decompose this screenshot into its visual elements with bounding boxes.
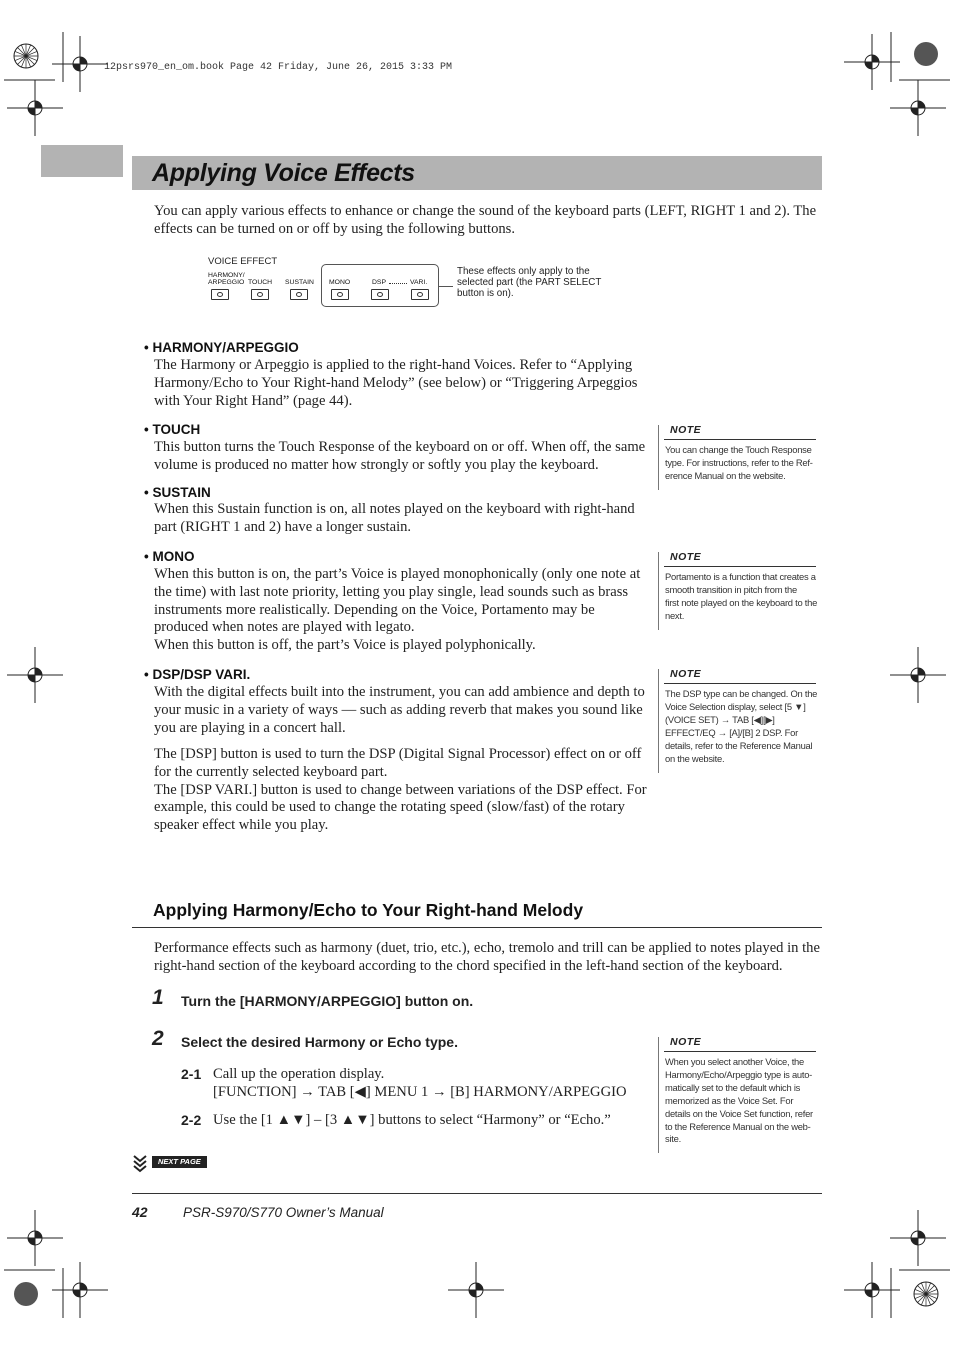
- note-line: smooth transition in pitch from the: [665, 583, 797, 595]
- body-line: The [DSP VARI.] button is used to change between variations of the DSP effect. For: [154, 781, 647, 798]
- harmony-arpeggio-button: [211, 289, 229, 300]
- note-line: on the website.: [665, 752, 725, 764]
- note-2-text: [665, 571, 817, 623]
- body-line: The Harmony or Arpeggio is applied to the right-hand Voices. Refer to “Applying: [154, 357, 633, 373]
- mono-body: [154, 566, 640, 655]
- mono-heading: • MONO: [144, 549, 195, 564]
- body-line: part (RIGHT 1 and 2) have a longer sustain.: [154, 518, 412, 535]
- note-1-rule: [658, 425, 659, 490]
- note-4-head: NOTE: [670, 1036, 702, 1048]
- note-line: next.: [665, 609, 685, 621]
- note-line: Harmony/Echo/Arpeggio type is auto-: [665, 1068, 813, 1080]
- note-line: type. For instructions, refer to the Ref-: [665, 456, 813, 468]
- step-2-number: 2: [152, 1027, 164, 1050]
- page-title: Applying Voice Effects: [152, 159, 415, 187]
- substep-2-1-text: [213, 1066, 627, 1102]
- intro-line: effects can be turned on or off by using the following buttons.: [154, 220, 515, 237]
- touch-body: [154, 439, 645, 475]
- note-line: details on the Voice Set function, refer: [665, 1107, 813, 1119]
- sustain-button: [290, 289, 308, 300]
- body-line: with Your Right Hand” (page 44).: [154, 392, 353, 409]
- note-line: matically set to the default which is: [665, 1081, 801, 1093]
- note-2-underline: [664, 566, 816, 567]
- manual-title: PSR-S970/S770 Owner’s Manual: [183, 1205, 384, 1220]
- touch-button-label: TOUCH: [248, 279, 273, 286]
- sustain-button-label: SUSTAIN: [285, 279, 314, 286]
- intro-line: You can apply various effects to enhance or change the sound of the keyboard parts (LEFT, RIGHT 1 and 2). The: [154, 203, 817, 219]
- body-line: The [DSP] button is used to turn the DSP (Digital Signal Processor) effect on or off: [154, 746, 642, 762]
- next-page-badge[interactable]: NEXT PAGE: [152, 1156, 207, 1168]
- note-1-head: NOTE: [670, 424, 702, 436]
- callout-line: These effects only apply to the: [457, 266, 590, 277]
- body-line: your music in a variety of ways — such as adding reverb that makes you sound like: [154, 701, 643, 718]
- note-line: first note played on the keyboard to the: [665, 596, 818, 608]
- note-line: The DSP type can be changed. On the: [665, 688, 818, 699]
- mono-button: [331, 289, 349, 300]
- body-line: When this Sustain function is on, all notes played on the keyboard with right-hand: [154, 501, 635, 517]
- note-line: to the Reference Manual on the web-: [665, 1120, 811, 1132]
- section-intro: [154, 940, 820, 976]
- substep-2-2-number: 2-2: [181, 1112, 202, 1128]
- panel-callout-text: [457, 266, 637, 300]
- harmony-body: [154, 357, 637, 410]
- note-line: Portamento is a function that creates a: [665, 571, 816, 582]
- dsp-heading: • DSP/DSP VARI.: [144, 667, 251, 682]
- body-line: Performance effects such as harmony (duet, trio, etc.), echo, tremolo and trill can be applied to notes played in the: [154, 940, 820, 956]
- body-line: This button turns the Touch Response of the keyboard on or off. When off, the same: [154, 439, 646, 455]
- dsp-body-2: [154, 746, 647, 835]
- body-line: for the currently selected keyboard part.: [154, 763, 388, 780]
- callout-line: button is on).: [457, 288, 514, 300]
- note-line: memorized as the Voice Set. For: [665, 1094, 794, 1106]
- step-1-text: Turn the [HARMONY/ARPEGGIO] button on.: [181, 993, 474, 1009]
- note-1-text: [665, 444, 813, 483]
- body-line: example, this could be used to change the rotating speed (slow/fast) of the rotary: [154, 799, 625, 816]
- body-line: speaker effect while you play.: [154, 817, 329, 834]
- body-line: you are playing in a concert hall.: [154, 719, 346, 736]
- intro-paragraph: [154, 203, 816, 239]
- section-heading: Applying Harmony/Echo to Your Right-hand Melody: [153, 900, 584, 920]
- file-header-line: 12psrs970_en_om.book Page 42 Friday, June 26, 2015 3:33 PM: [104, 62, 453, 73]
- dsp-vari-connector: [389, 283, 407, 284]
- note-line: Voice Selection display, select [5 ▼]: [665, 700, 806, 712]
- substep-2-1-number: 2-1: [181, 1066, 202, 1082]
- note-line: site.: [665, 1133, 681, 1145]
- page-number: 42: [132, 1204, 148, 1220]
- substep-2-2-text: [213, 1112, 611, 1130]
- chapter-tab: [41, 145, 123, 177]
- body-line: the time) with last note priority, letting you play single, lead sounds such as brass: [154, 583, 629, 600]
- note-3-underline: [664, 683, 816, 684]
- vari-button-label: VARI.: [410, 279, 428, 286]
- note-2-rule: [658, 552, 659, 630]
- callout-line: selected part (the PART SELECT: [457, 277, 602, 289]
- harmony-label-line: HARMONY/: [208, 272, 245, 279]
- note-3-head: NOTE: [670, 668, 702, 680]
- body-line: With the digital effects built into the instrument, you can add ambience and depth to: [154, 684, 645, 700]
- body-line: instruments more realistically. Depending on the Voice, Portamento may be: [154, 601, 595, 618]
- note-line: You can change the Touch Response: [665, 444, 812, 455]
- body-line: right-hand section of the keyboard according to the chord specified in the left-hand section of the keyboard.: [154, 957, 783, 974]
- body-line: [FUNCTION] → TAB [◀] MENU 1 → [B] HARMONY/ARPEGGIO: [213, 1083, 627, 1100]
- note-line: EFFECT/EQ → [A]/[B] 2 DSP. For: [665, 726, 798, 738]
- harmony-button-label: [208, 272, 245, 286]
- mono-button-label: MONO: [329, 279, 351, 286]
- dsp-button-label: DSP: [372, 279, 386, 286]
- touch-heading: • TOUCH: [144, 422, 201, 437]
- note-line: When you select another Voice, the: [665, 1056, 804, 1067]
- note-4-rule: [658, 1037, 659, 1153]
- dsp-body: [154, 684, 645, 737]
- step-1-number: 1: [152, 986, 164, 1009]
- body-line: Harmony/Echo to Your Right-hand Melody” (see below) or “Triggering Arpeggios: [154, 374, 638, 391]
- body-line: Call up the operation display.: [213, 1066, 385, 1082]
- touch-button: [251, 289, 269, 300]
- note-line: details, refer to the Reference Manual: [665, 739, 813, 751]
- note-4-underline: [664, 1051, 816, 1052]
- body-line: volume is produced no matter how strongly or softly you play the keyboard.: [154, 456, 599, 473]
- sustain-body: [154, 501, 635, 537]
- note-3-text: [665, 688, 817, 765]
- sustain-heading: • SUSTAIN: [144, 485, 211, 500]
- panel-label: VOICE EFFECT: [208, 256, 278, 267]
- note-line: (VOICE SET) → TAB [◀][▶]: [665, 713, 775, 725]
- body-line: produced when notes are played with legato.: [154, 619, 415, 636]
- note-1-underline: [664, 439, 816, 440]
- body-line: When this button is off, the part’s Voice is played polyphonically.: [154, 637, 536, 654]
- dsp-button: [371, 289, 389, 300]
- footer-rule: [132, 1193, 822, 1194]
- note-line: erence Manual on the website.: [665, 469, 786, 481]
- arpeggio-label-line: ARPEGGIO: [208, 279, 245, 286]
- section-heading-rule: [132, 927, 822, 928]
- dsp-vari-button: [411, 289, 429, 300]
- body-line: When this button is on, the part’s Voice is played monophonically (only one note at: [154, 566, 641, 582]
- next-page-arrow-icon[interactable]: [133, 1155, 147, 1173]
- note-4-text: [665, 1056, 813, 1146]
- harmony-heading: • HARMONY/ARPEGGIO: [144, 340, 299, 355]
- panel-callout-line: [439, 286, 453, 287]
- note-2-head: NOTE: [670, 551, 702, 563]
- body-line: Use the [1 ▲▼] – [3 ▲▼] buttons to select “Harmony” or “Echo.”: [213, 1112, 611, 1128]
- note-3-rule: [658, 669, 659, 773]
- step-2-text: Select the desired Harmony or Echo type.: [181, 1034, 458, 1050]
